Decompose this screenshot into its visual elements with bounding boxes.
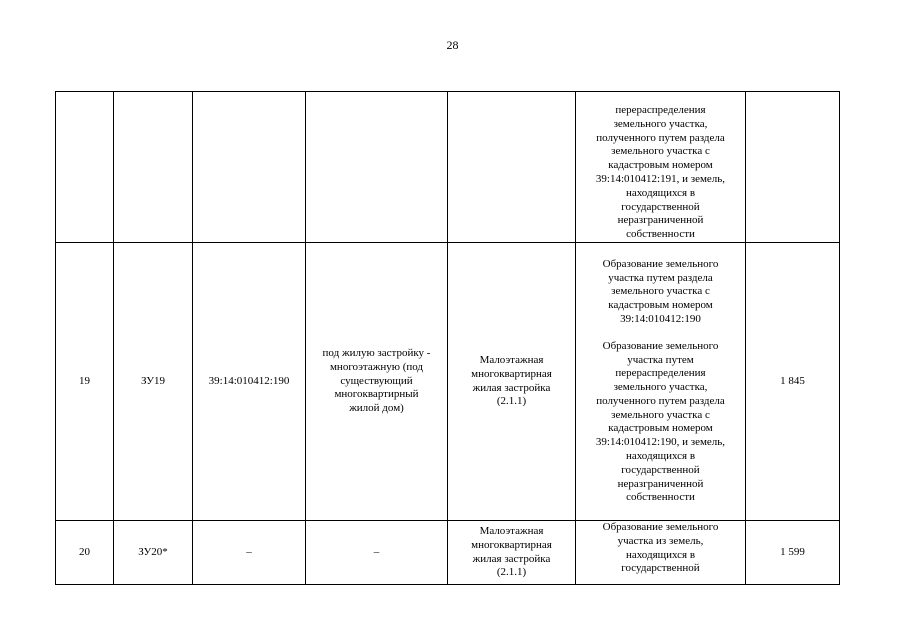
table-row xyxy=(56,92,840,243)
row-number-cell: 20 xyxy=(56,521,114,585)
page-number: 28 xyxy=(446,38,459,52)
formation-method-cell xyxy=(576,521,746,585)
cadastral-number-cell xyxy=(193,92,306,243)
table-row xyxy=(56,243,840,521)
formation-method-text: Образование земельного участка путем раздела земельного участка с кадастровым номером 39:14:010412:190 xyxy=(602,257,719,325)
classifier-cell xyxy=(448,92,576,243)
formation-method-text: перераспределения земельного участка, полученного путем раздела земельного участка с кадастровым номером 39:14:010412:191, и земель, находящихся в государственной неразграниченной собственности xyxy=(595,104,726,241)
classifier-cell xyxy=(448,521,576,585)
table-row xyxy=(56,521,840,585)
permitted-use-cell xyxy=(306,243,448,521)
area-cell xyxy=(746,92,840,243)
row-number-cell xyxy=(56,92,114,243)
formation-method-text: Образование земельного участка путем перераспределения земельного участка, полученного путем раздела земельного участка с кадастровым номером 39:14:010412:190, и земель, находящихся в государственной неразграниченной собственности xyxy=(595,339,726,504)
permitted-use-cell: – xyxy=(306,521,448,585)
plot-id-cell xyxy=(114,92,193,243)
formation-method-cell xyxy=(576,92,746,243)
cadastral-number-cell: – xyxy=(193,521,306,585)
area-cell: 1 845 xyxy=(746,243,840,521)
plot-id-cell: ЗУ20* xyxy=(114,521,193,585)
classifier-text: Малоэтажная многоквартирная жилая застройка (2.1.1) xyxy=(471,353,552,408)
formation-method-cell xyxy=(576,243,746,521)
classifier-text: Малоэтажная многоквартирная жилая застройка (2.1.1) xyxy=(471,524,552,579)
permitted-use-cell xyxy=(306,92,448,243)
formation-method-text: Образование земельного участка из земель, находящихся в государственной xyxy=(602,521,719,575)
classifier-cell xyxy=(448,243,576,521)
row-number-cell: 19 xyxy=(56,243,114,521)
cadastral-number-cell: 39:14:010412:190 xyxy=(193,243,306,521)
area-cell: 1 599 xyxy=(746,521,840,585)
land-plots-table xyxy=(55,91,840,585)
permitted-use-text: под жилую застройку - многоэтажную (под существующий многоквартирный жилой дом) xyxy=(322,347,431,415)
plot-id-cell: ЗУ19 xyxy=(114,243,193,521)
